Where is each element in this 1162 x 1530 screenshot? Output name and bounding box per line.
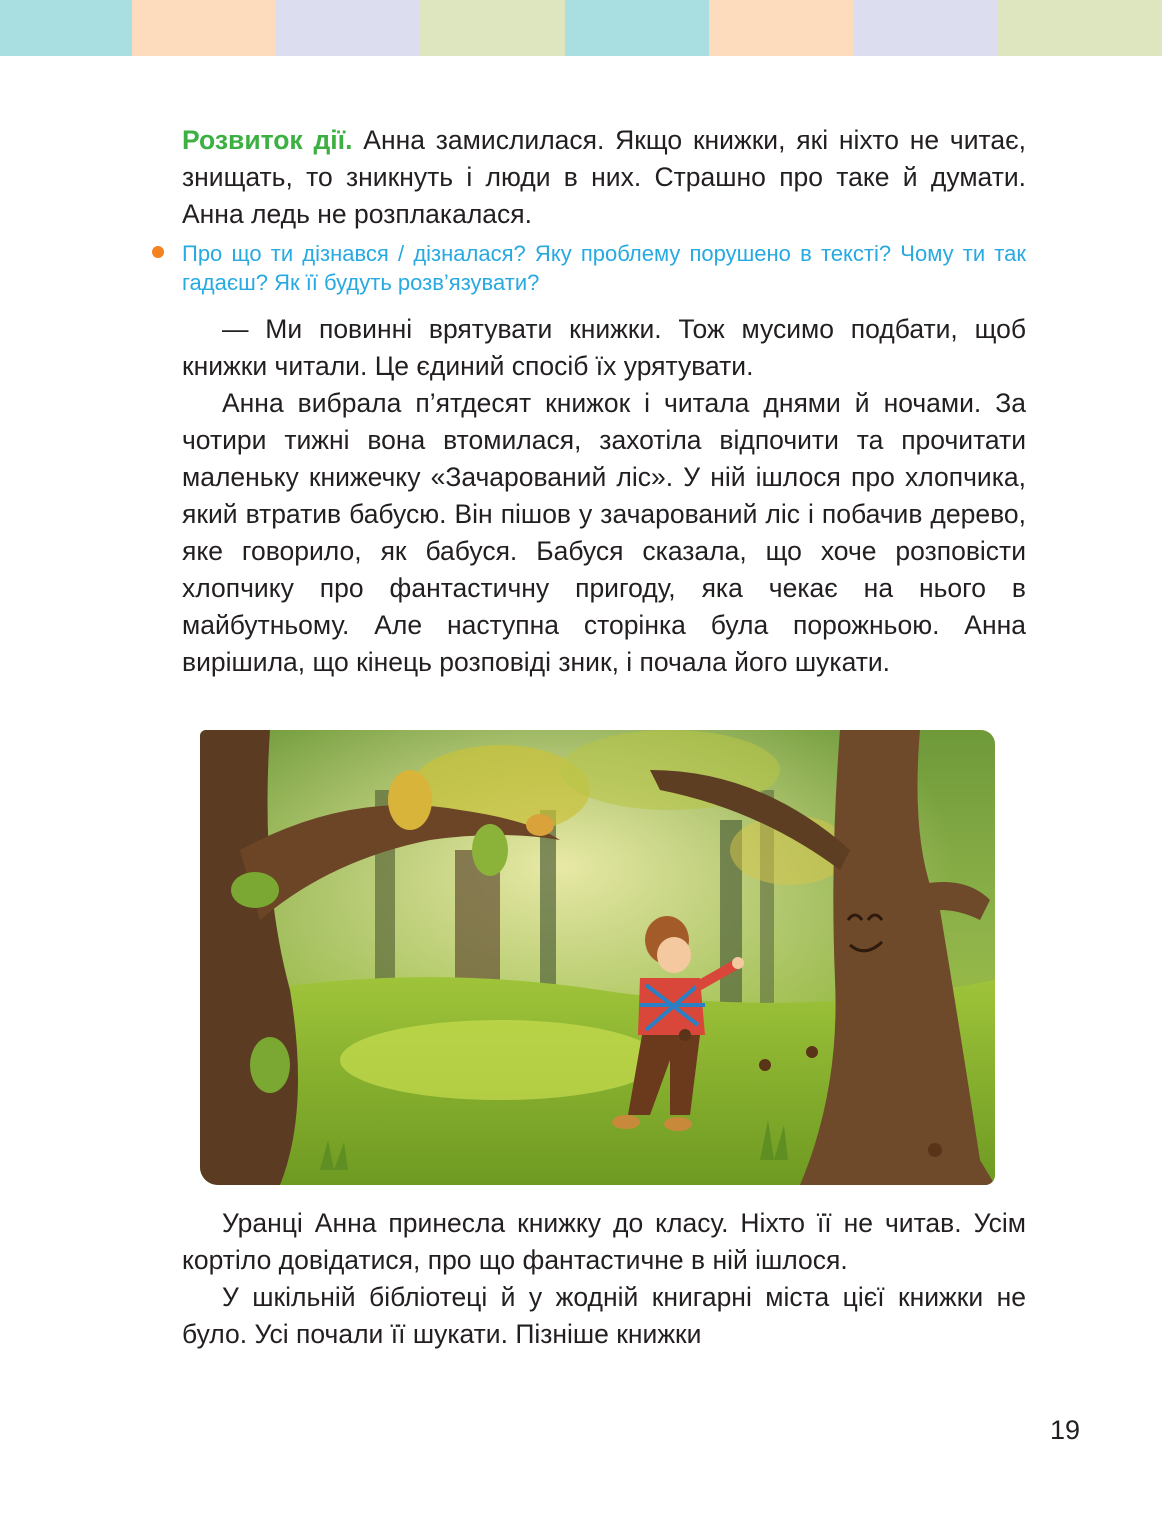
forest-image [200,730,995,1185]
section-text: Анна замислилася. Якщо книжки, які ніхто не читає, знищать, то зникнуть і люди в них. Страшно про таке й думати. Анна ледь не розплакалася. [182,125,1026,229]
section-heading: Розвиток дії. [182,125,353,155]
band-segment [276,0,420,56]
story-paragraph: Уранці Анна принесла книжку до класу. Ніхто її не читав. Усім кортіло довідатися, про що фантастичне в ній ішлося. [182,1208,1026,1275]
section-paragraph [182,122,1026,233]
bullet-icon [152,246,164,258]
page-number: 19 [1049,1415,1081,1445]
forest-illustration [200,730,995,1185]
story-paragraph: — Ми повинні врятувати книжки. Тож мусимо подбати, щоб книжки читали. Це єдиний спосіб їх урятувати. [182,314,1026,381]
text-block-bottom [182,1205,1026,1353]
question-text: Про що ти дізнався / дізналася? Яку проблему порушено в тексті? Чому ти так гадаєш? Як її будуть розв’язувати? [182,241,1026,295]
band-segment [420,0,565,56]
top-color-band [0,0,1162,56]
story-paragraph: У шкільній бібліотеці й у жодній книгарні міста цієї книжки не було. Усі почали її шукати. Пізніше книжки [182,1282,1026,1349]
text-block-top [182,122,1026,681]
band-segment [709,0,854,56]
question-block [182,239,1026,297]
band-segment [997,0,1162,56]
band-segment [854,0,997,56]
band-segment [565,0,709,56]
band-segment [0,0,132,56]
band-segment [132,0,276,56]
story-paragraph: Анна вибрала п’ятдесят книжок і читала днями й ночами. За чотири тижні вона втомилася, захотіла відпочити та прочитати маленьку книжечку «Зачарований ліс». У ній ішлося про хлопчика, який втратив бабусю. Він пішов у зачарований ліс і побачив дерево, яке говорило, як бабуся. Бабуся сказала, що хоче розповісти хлопчику про фантастичну пригоду, яка чекає на нього в майбутньому. Але наступна сторінка була порожньою. Анна вирішила, що кінець розповіді зник, і почала його шукати. [182,388,1026,677]
